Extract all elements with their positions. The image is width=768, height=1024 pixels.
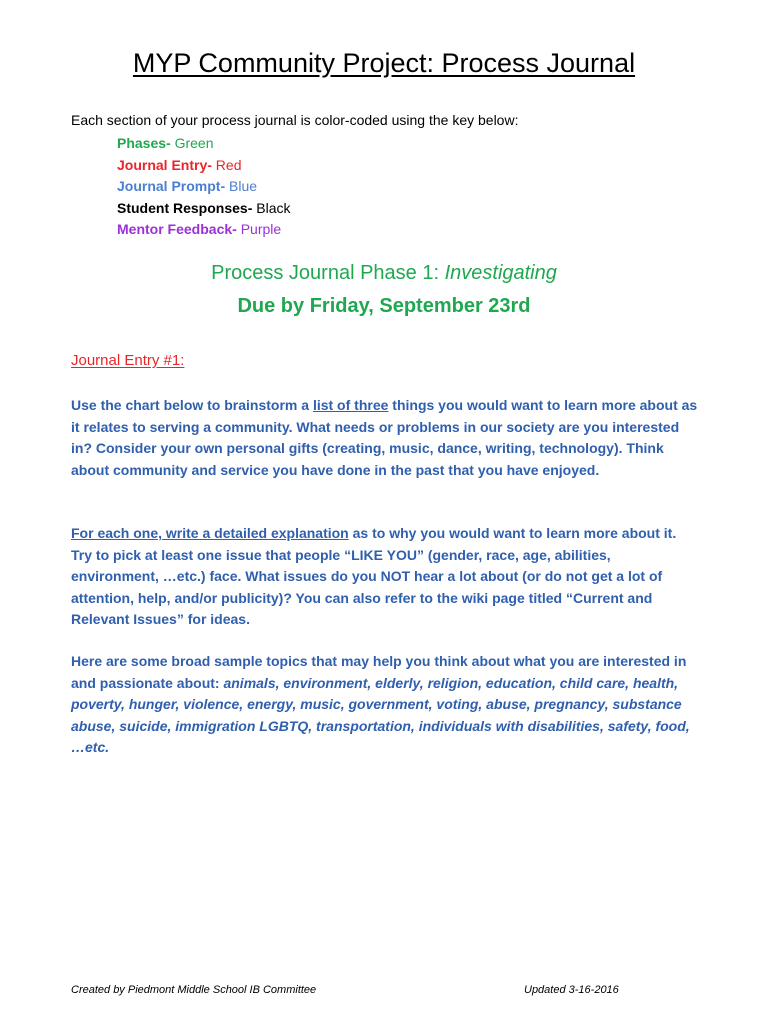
key-term: Journal Entry- — [117, 156, 212, 173]
key-term: Journal Prompt- — [117, 178, 226, 194]
key-item-phases — [117, 133, 290, 155]
key-item-journal-entry — [117, 155, 290, 177]
key-value: Blue — [225, 178, 258, 194]
prompt-text: Use the chart below to brainstorm a — [71, 397, 313, 413]
prompt-text: as to why you would want to learn more about it. Try to pick at least one issue that people “LIKE YOU” (gender, race, age, abilities, environment, …etc.) face. What issues do you NOT hear a lot about (or do not get a lot of attention, help, and/or publicity)? You can also refer to the wiki page titled “Current and Relevant Issues” for ideas. — [71, 525, 677, 627]
prompt-underlined-text: list of three — [312, 397, 389, 413]
key-item-journal-prompt — [117, 176, 290, 198]
key-item-student-responses — [117, 198, 290, 220]
journal-entry-heading: Journal Entry #1: — [71, 352, 185, 369]
phase-due-date: Due by Friday, September 23rd — [237, 295, 531, 317]
phase-name: Investigating — [444, 262, 557, 284]
prompt-text: Here are some broad sample topics that may help you think about what you are interested in and passionate about: — [71, 653, 687, 691]
key-value: Red — [211, 156, 242, 173]
phase-heading — [0, 262, 768, 285]
prompt-paragraph-3 — [71, 651, 701, 759]
footer-credit: Created by Piedmont Middle School IB Committee — [71, 984, 317, 996]
key-term: Phases- — [117, 135, 171, 151]
key-term: Student Responses- — [117, 199, 253, 216]
sample-topics-list: animals, environment, elderly, religion, education, child care, health, poverty, hunger, violence, energy, music, government, voting, abuse, pregnancy, substance abuse, suicide, immigration LGBTQ, transportation, individuals with disabilities, safety, food, …etc. — [71, 674, 690, 755]
prompt-underlined-text: For each one, write a detailed explanation — [71, 525, 349, 541]
key-item-mentor-feedback — [117, 219, 290, 241]
key-term: Mentor Feedback- — [117, 221, 237, 237]
color-key-intro: Each section of your process journal is color-coded using the key below: — [71, 112, 519, 128]
color-key-list — [117, 133, 290, 241]
document-title: MYP Community Project: Process Journal — [132, 48, 636, 78]
prompt-paragraph-2 — [71, 523, 701, 631]
key-value: Black — [252, 199, 291, 216]
key-value: Green — [170, 135, 214, 151]
footer-updated-date: Updated 3-16-2016 — [524, 984, 619, 996]
prompt-paragraph-1 — [71, 395, 701, 481]
phase-prefix: Process Journal Phase 1: — [211, 262, 445, 284]
prompt-text: things you would want to learn more about as it relates to serving a community. What needs or problems in our society are you interested in? Consider your own personal gifts (creating, music, dance, writing, technology). Think about community and service you have done in the past that you have enjoyed. — [71, 397, 698, 478]
key-value: Purple — [236, 221, 282, 237]
